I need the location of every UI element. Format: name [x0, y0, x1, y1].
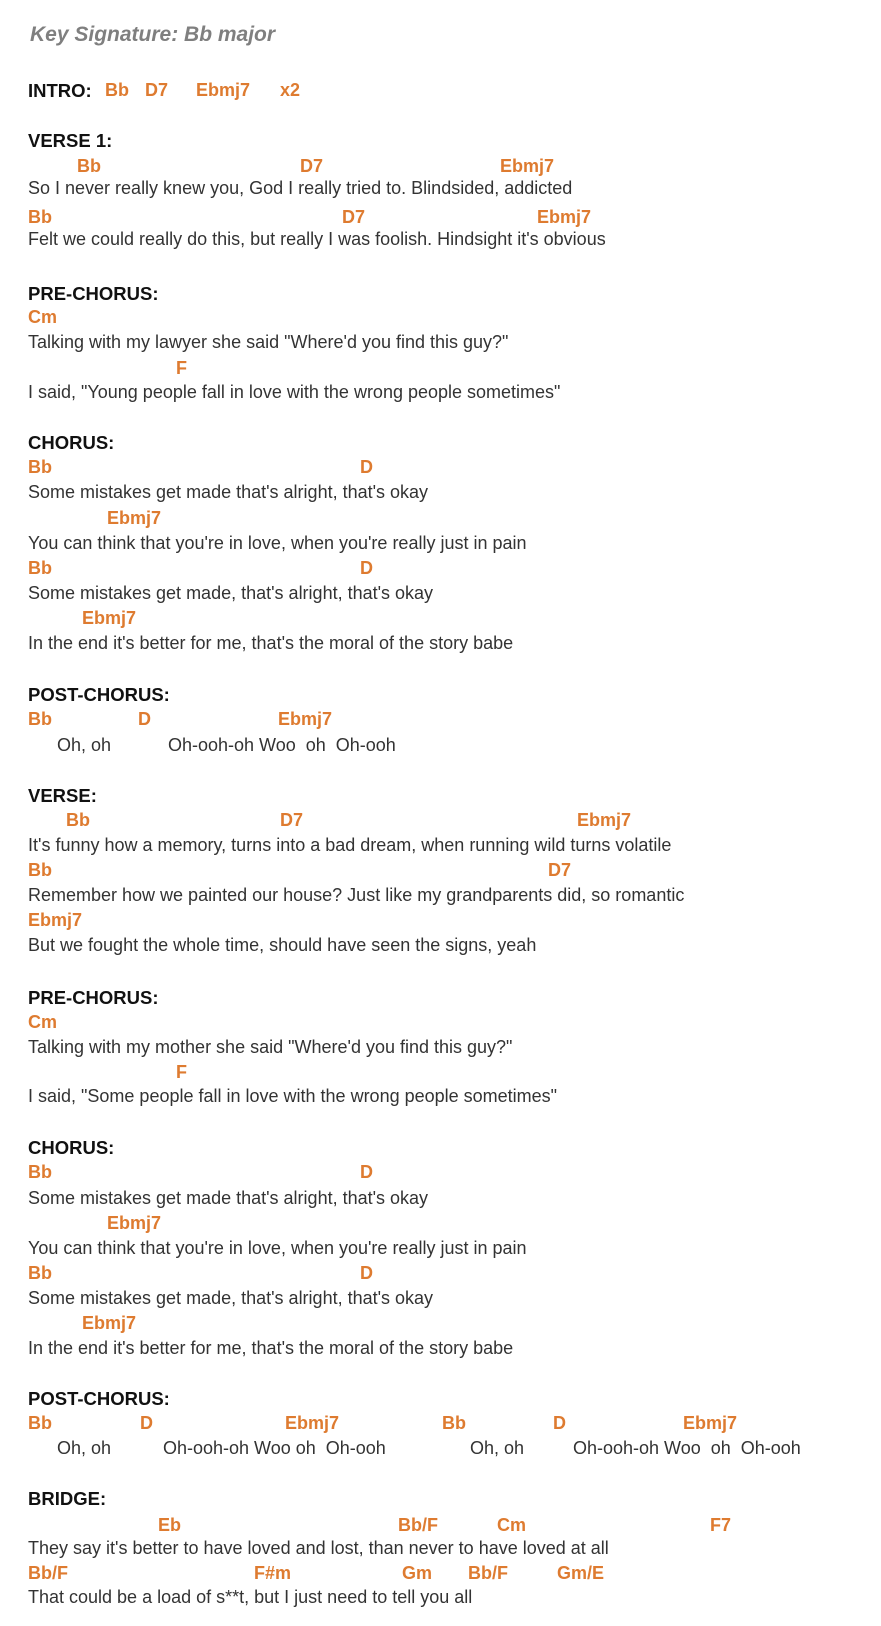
chord-label: D — [360, 1162, 373, 1182]
lyric-text: In the end it's better for me, that's the moral of the story babe — [28, 1338, 514, 1358]
lyric-line — [0, 1238, 881, 1262]
chords-line — [0, 1012, 881, 1036]
section-header-line — [0, 130, 881, 154]
lyric-text: That could be a load of s**t, but I just need to tell you all — [28, 1587, 473, 1607]
lyric-line — [0, 178, 881, 202]
chord-label: Bb — [28, 1413, 52, 1433]
chord-label: F7 — [710, 1515, 732, 1535]
section-header: VERSE 1: — [28, 130, 113, 151]
chords-line — [0, 457, 881, 481]
chords-line — [0, 1563, 881, 1587]
intro-label: INTRO: — [28, 80, 92, 101]
lyric-line — [0, 332, 881, 356]
section-header: CHORUS: — [28, 1137, 115, 1158]
chord-label: Ebmj7 — [82, 1313, 137, 1333]
lyric-text: So I never really knew you, God I really tried to. Blindsided, addicted — [28, 178, 573, 198]
lyric-line — [0, 1086, 881, 1110]
section-header: POST-CHORUS: — [28, 684, 170, 705]
chord-label: D7 — [548, 860, 572, 880]
section-header-line — [0, 432, 881, 456]
chord-label: Ebmj7 — [107, 1213, 162, 1233]
lyric-text: Some mistakes get made that's alright, that's okay — [28, 482, 429, 502]
chord-label: Bb — [28, 1263, 52, 1283]
lyric-text: Remember how we painted our house? Just like my grandparents did, so romantic — [28, 885, 685, 905]
chords-line — [0, 810, 881, 834]
lyric-line — [0, 583, 881, 607]
chords-line — [0, 709, 881, 733]
chord-label: Cm — [28, 307, 58, 327]
chords-line — [0, 156, 881, 180]
chords-line — [0, 1515, 881, 1539]
chord-label: D — [553, 1413, 566, 1433]
chords-line — [0, 910, 881, 934]
chord-label: Bb — [28, 558, 52, 578]
lyric-line — [0, 1538, 881, 1562]
chord-label: Bb — [28, 1162, 52, 1182]
lyric-text: You can think that you're in love, when you're really just in pain — [28, 533, 527, 553]
lyric-line — [0, 885, 881, 909]
chord-label: Ebmj7 — [196, 80, 251, 100]
lyric-text: It's funny how a memory, turns into a bad dream, when running wild turns volatile — [28, 835, 672, 855]
chords-line — [0, 1062, 881, 1086]
chord-label: Bb — [28, 207, 52, 227]
chord-label: D7 — [342, 207, 366, 227]
chords-line — [0, 558, 881, 582]
lyric-text: Oh-ooh-oh Woo oh Oh-ooh — [573, 1438, 801, 1458]
chord-label: Bb — [442, 1413, 466, 1433]
chord-label: Bb — [77, 156, 101, 176]
section-header: CHORUS: — [28, 432, 115, 453]
lyric-line — [0, 1587, 881, 1611]
lyric-text: Oh-ooh-oh Woo oh Oh-ooh — [163, 1438, 386, 1458]
chord-label: Bb — [28, 860, 52, 880]
chord-label: Ebmj7 — [107, 508, 162, 528]
lyric-line — [0, 935, 881, 959]
lyric-text: I said, "Young people fall in love with the wrong people sometimes" — [28, 382, 561, 402]
chords-line — [0, 1413, 881, 1437]
chords-line — [0, 307, 881, 331]
chord-label: Gm/E — [557, 1563, 605, 1583]
lyric-text: Some mistakes get made that's alright, that's okay — [28, 1188, 429, 1208]
lyric-text: Some mistakes get made, that's alright, that's okay — [28, 1288, 434, 1308]
chord-label: Bb/F — [398, 1515, 438, 1535]
chord-label: Ebmj7 — [278, 709, 333, 729]
lyric-text: Talking with my lawyer she said "Where'd you find this guy?" — [28, 332, 509, 352]
chord-label: D — [360, 1263, 373, 1283]
chord-label: D — [140, 1413, 153, 1433]
lyric-text: Talking with my mother she said "Where'd you find this guy?" — [28, 1037, 513, 1057]
chord-label: Bb/F — [28, 1563, 68, 1583]
chord-label: D7 — [300, 156, 324, 176]
chord-label: D — [138, 709, 151, 729]
lyric-line — [0, 1438, 881, 1462]
chord-label: D — [360, 457, 373, 477]
section-header-line — [0, 987, 881, 1011]
key-signature-line — [0, 22, 881, 46]
intro-line — [0, 80, 881, 104]
section-header: PRE-CHORUS: — [28, 283, 159, 304]
section-header-line — [0, 1388, 881, 1412]
chord-label: Ebmj7 — [683, 1413, 738, 1433]
lyric-text: In the end it's better for me, that's the moral of the story babe — [28, 633, 514, 653]
chord-label: Bb/F — [468, 1563, 508, 1583]
lyric-line — [0, 229, 881, 253]
chord-label: D7 — [280, 810, 304, 830]
chord-label: Eb — [158, 1515, 182, 1535]
lyric-text: Oh, oh — [57, 735, 112, 755]
chords-line — [0, 358, 881, 382]
lyric-line — [0, 1188, 881, 1212]
chord-label: F — [176, 358, 187, 378]
section-header-line — [0, 684, 881, 708]
chord-label: F — [176, 1062, 187, 1082]
lyric-text: Oh, oh — [470, 1438, 525, 1458]
lyric-text: I said, "Some people fall in love with the wrong people sometimes" — [28, 1086, 558, 1106]
chords-line — [0, 1263, 881, 1287]
chord-label: Bb — [28, 709, 52, 729]
chord-label: Ebmj7 — [28, 910, 83, 930]
chord-label: F#m — [254, 1563, 292, 1583]
chord-label: Ebmj7 — [500, 156, 555, 176]
chord-label: Cm — [28, 1012, 58, 1032]
chord-label: Bb — [28, 457, 52, 477]
chords-line — [0, 608, 881, 632]
lyric-text: But we fought the whole time, should have seen the signs, yeah — [28, 935, 537, 955]
lyric-text: You can think that you're in love, when you're really just in pain — [28, 1238, 527, 1258]
chords-line — [0, 508, 881, 532]
key-signature: Key Signature: Bb major — [30, 23, 276, 46]
lyric-line — [0, 533, 881, 557]
lyric-text: They say it's better to have loved and lost, than never to have loved at all — [28, 1538, 609, 1558]
lyric-line — [0, 1288, 881, 1312]
section-header: POST-CHORUS: — [28, 1388, 170, 1409]
lyric-line — [0, 633, 881, 657]
chords-line — [0, 207, 881, 231]
section-header-line — [0, 1488, 881, 1512]
chord-label: Cm — [497, 1515, 527, 1535]
chord-label: Gm — [402, 1563, 433, 1583]
lyric-line — [0, 382, 881, 406]
section-header-line — [0, 1137, 881, 1161]
lyric-line — [0, 735, 881, 759]
chord-label: x2 — [280, 80, 301, 100]
chords-line — [0, 1213, 881, 1237]
chord-label: Bb — [66, 810, 90, 830]
section-header: VERSE: — [28, 785, 97, 806]
chord-label: D7 — [145, 80, 169, 100]
chords-line — [0, 1162, 881, 1186]
lyric-text: Some mistakes get made, that's alright, that's okay — [28, 583, 434, 603]
chord-label: Ebmj7 — [82, 608, 137, 628]
chord-label: Ebmj7 — [577, 810, 632, 830]
section-header: PRE-CHORUS: — [28, 987, 159, 1008]
lyric-text: Oh-ooh-oh Woo oh Oh-ooh — [168, 735, 396, 755]
section-header-line — [0, 785, 881, 809]
lyric-text: Oh, oh — [57, 1438, 112, 1458]
chord-label: Ebmj7 — [285, 1413, 340, 1433]
chord-label: D — [360, 558, 373, 578]
lyric-text: Felt we could really do this, but really I was foolish. Hindsight it's obvious — [28, 229, 606, 249]
lyric-line — [0, 1037, 881, 1061]
chords-line — [0, 860, 881, 884]
section-header-line — [0, 283, 881, 307]
lyric-line — [0, 482, 881, 506]
chords-line — [0, 1313, 881, 1337]
lyric-line — [0, 835, 881, 859]
chord-label: Bb — [105, 80, 129, 100]
section-header: BRIDGE: — [28, 1488, 107, 1509]
lyric-line — [0, 1338, 881, 1362]
chord-label: Ebmj7 — [537, 207, 592, 227]
